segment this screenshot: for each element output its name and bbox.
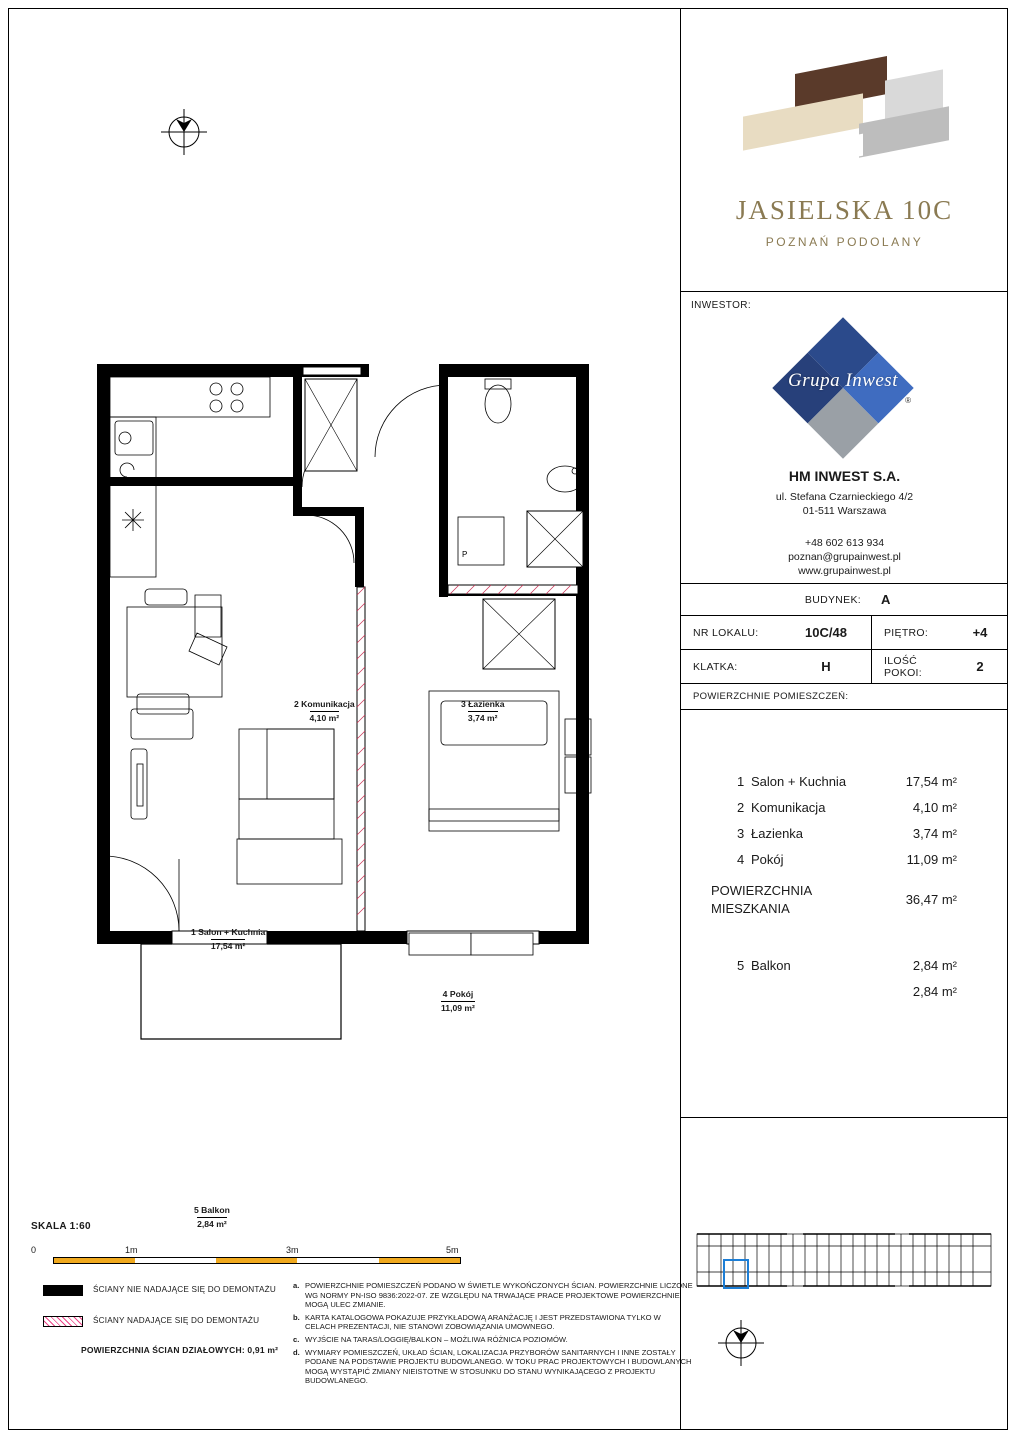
room-label-salon-kuchnia: 1 Salon + Kuchnia 17,54 m²	[191, 927, 266, 951]
registered-mark: ®	[905, 396, 911, 405]
building-label: BUDYNEK:	[804, 593, 861, 606]
total-area-label: POWIERZCHNIA MIESZKANIA	[711, 883, 813, 916]
balcony-sum: 2,84 m²	[912, 984, 957, 999]
area-row-2: 2 Komunikacja	[737, 800, 826, 815]
area-row-1: 1 Salon + Kuchnia	[737, 774, 847, 789]
compass-north-icon-secondary	[716, 1318, 766, 1368]
total-area-value: 36,47 m²	[905, 892, 957, 907]
investor-company: HM INWEST S.A.	[788, 468, 901, 484]
investor-label: INWESTOR:	[691, 300, 752, 311]
room-label-lazienka: 3 Łazienka 3,74 m²	[461, 699, 505, 723]
rooms-value: 2	[976, 659, 984, 674]
note-d: d. WYMIARY POMIESZCZEŃ, UKŁAD ŚCIAN, LOKALIZACJA PRZYBORÓW SANITARNYCH I INNE ZOSTAŁY PODANE NA PODSTAWIE PROJEKTU BUDOWLANEGO. W TOKU PRAC PROJEKTOWYCH I BUDOWLANYCH MOGĄ WYSTĄPIĆ ZMIANY NIEISTOTNE W STOSUNKU DO STANU WYNIKAJĄCEGO Z PROJEKTU BUDOWLANEGO.	[293, 1347, 692, 1386]
scale-bar-group	[31, 1221, 471, 1255]
grupa-inwest-logo-icon	[773, 318, 913, 458]
legend-text-removable-walls: ŚCIANY NADAJĄCE SIĘ DO DEMONTAŻU	[93, 1316, 260, 1325]
unit-row	[681, 616, 1008, 650]
area-value-4: 11,09 m²	[906, 852, 957, 867]
floor-value: +4	[972, 625, 988, 640]
room-label-komunikacja: 2 Komunikacja 4,10 m²	[294, 699, 355, 723]
scale-label: SKALA 1:60	[31, 1221, 91, 1232]
area-value-1: 17,54 m²	[905, 774, 957, 789]
svg-text:P: P	[462, 550, 468, 559]
areas-table	[681, 710, 1008, 1118]
areas-header: POWIERZCHNIE POMIESZCZEŃ:	[693, 691, 849, 702]
note-a: a. POWIERZCHNIE POMIESZCZEŃ PODANO W ŚWIETLE WYKOŃCZONYCH ŚCIAN. POWIERZCHNIE LICZONE WG NORMY PN-ISO 9836:2022-07. ZE WZGLĘDU NA TRWAJĄCE PRACE PROJEKTOWE POWIERZCHNIE MOGĄ ULEC ZMIANIE.	[293, 1281, 693, 1310]
grupa-inwest-wordmark: Grupa Inwest	[788, 370, 898, 391]
building-logo-icon	[737, 57, 952, 177]
scale-bar	[53, 1257, 461, 1264]
area-row-4: 4 Pokój	[737, 852, 784, 867]
legend-text-fixed-walls: ŚCIANY NIE NADAJĄCE SIĘ DO DEMONTAŻU	[93, 1285, 276, 1294]
investor-contact: +48 602 613 934 poznan@grupainwest.pl www.grupainwest.pl	[788, 537, 901, 577]
building-row	[681, 584, 1008, 616]
areas-header-row	[681, 684, 1008, 710]
legend-swatch-fixed-walls	[43, 1285, 83, 1296]
staircase-value: H	[821, 659, 831, 674]
project-logo-block	[681, 9, 1008, 292]
area-row-3: 3 Łazienka	[737, 826, 804, 841]
balcony-value: 2,84 m²	[912, 958, 957, 973]
drawing-area	[9, 9, 693, 1429]
rooms-label: ILOŚĆ POKOI:	[884, 654, 922, 679]
scale-ticks: 0 1m 3m 5m	[31, 1245, 459, 1255]
room-label-balkon: 5 Balkon 2,84 m²	[194, 1205, 230, 1229]
room-label-pokoj: 4 Pokój 11,09 m²	[441, 989, 475, 1013]
note-c: c. WYJŚCIE NA TARAS/LOGGIĘ/BALKON – MOŻLIWA RÓŻNICA POZIOMÓW.	[293, 1334, 568, 1344]
building-value: A	[881, 592, 891, 607]
investor-block	[681, 292, 1008, 584]
legend-swatch-removable-walls	[43, 1316, 83, 1327]
note-b: b. KARTA KATALOGOWA POKAZUJE PRZYKŁADOWĄ ARANŻACJĘ I JEST PRZEDSTAWIONA TYLKO W CELACH PREZENTACJI, NIE STANOWI ZOBOWIĄZANIA UMOWNEGO.	[293, 1312, 661, 1332]
key-plan-diagram	[695, 1226, 993, 1294]
key-plan-unit-highlight	[723, 1259, 749, 1289]
area-value-2: 4,10 m²	[912, 800, 957, 815]
unit-value: 10C/48	[805, 625, 847, 640]
project-title: JASIELSKA 10C	[735, 195, 954, 225]
key-plan-block	[681, 1118, 1008, 1429]
notes-block	[293, 1281, 693, 1389]
apartment-floorplan	[9, 239, 680, 1339]
unit-label: NR LOKALU:	[693, 626, 759, 639]
area-value-3: 3,74 m²	[912, 826, 957, 841]
compass-north-icon	[159, 107, 209, 157]
investor-address: ul. Stefana Czarnieckiego 4/2 01-511 Warszawa	[775, 491, 914, 517]
project-subtitle: POZNAŃ PODOLANY	[765, 235, 924, 249]
staircase-label: KLATKA:	[693, 660, 738, 673]
title-block-panel	[680, 9, 1007, 1429]
legend-partition-walls-area: POWIERZCHNIA ŚCIAN DZIAŁOWYCH: 0,91 m²	[81, 1345, 279, 1355]
staircase-row	[681, 650, 1008, 684]
floor-label: PIĘTRO:	[884, 626, 929, 639]
balcony-row: 5 Balkon	[737, 958, 791, 973]
